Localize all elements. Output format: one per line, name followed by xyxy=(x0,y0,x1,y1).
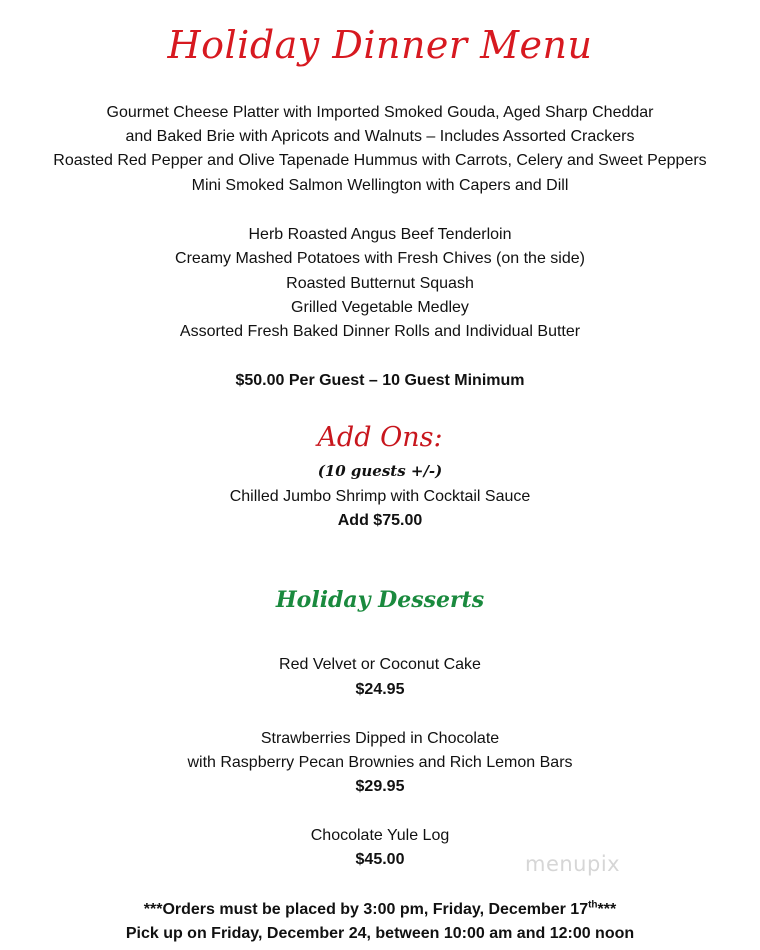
addon-price: Add $75.00 xyxy=(337,512,423,529)
appetizer-line: Roasted Red Pepper and Olive Tapenade Hummus with Carrots, Celery and Sweet Peppers xyxy=(53,152,707,169)
order-deadline-sup: th xyxy=(588,899,598,911)
dessert-price: $29.95 xyxy=(355,778,405,795)
desserts-heading: Holiday Desserts xyxy=(275,587,485,613)
main-line: Roasted Butternut Squash xyxy=(286,275,474,292)
dessert-price: $45.00 xyxy=(355,851,405,868)
addons-heading: Add Ons: xyxy=(317,422,443,453)
dessert-item: with Raspberry Pecan Brownies and Rich Lemon Bars xyxy=(187,754,573,771)
dessert-item: Red Velvet or Coconut Cake xyxy=(279,656,481,673)
order-deadline xyxy=(0,900,760,920)
dessert-price: $24.95 xyxy=(355,681,405,698)
dessert-item: Chocolate Yule Log xyxy=(310,827,450,844)
appetizer-line: Gourmet Cheese Platter with Imported Smoked Gouda, Aged Sharp Cheddar xyxy=(106,104,654,121)
main-line: Grilled Vegetable Medley xyxy=(291,299,469,316)
pickup-info: Pick up on Friday, December 24, between 10:00 am and 12:00 noon xyxy=(125,925,635,942)
main-line: Creamy Mashed Potatoes with Fresh Chives (on the side) xyxy=(175,250,585,267)
appetizer-line: and Baked Brie with Apricots and Walnuts – Includes Assorted Crackers xyxy=(125,128,635,145)
addons-guest-note: (10 guests +/-) xyxy=(317,462,443,480)
watermark-logo: menupix xyxy=(525,852,621,876)
addon-item: Chilled Jumbo Shrimp with Cocktail Sauce xyxy=(229,488,531,505)
main-line: Herb Roasted Angus Beef Tenderloin xyxy=(248,226,512,243)
appetizer-line: Mini Smoked Salmon Wellington with Capers and Dill xyxy=(191,177,569,194)
price-per-guest: $50.00 Per Guest – 10 Guest Minimum xyxy=(235,372,525,389)
menu-title: Holiday Dinner Menu xyxy=(167,23,593,67)
order-deadline-text: ***Orders must be placed by 3:00 pm, Friday, December 17 xyxy=(143,901,589,918)
main-line: Assorted Fresh Baked Dinner Rolls and Individual Butter xyxy=(179,323,581,340)
order-deadline-suffix: *** xyxy=(597,901,617,918)
dessert-item: Strawberries Dipped in Chocolate xyxy=(260,730,500,747)
